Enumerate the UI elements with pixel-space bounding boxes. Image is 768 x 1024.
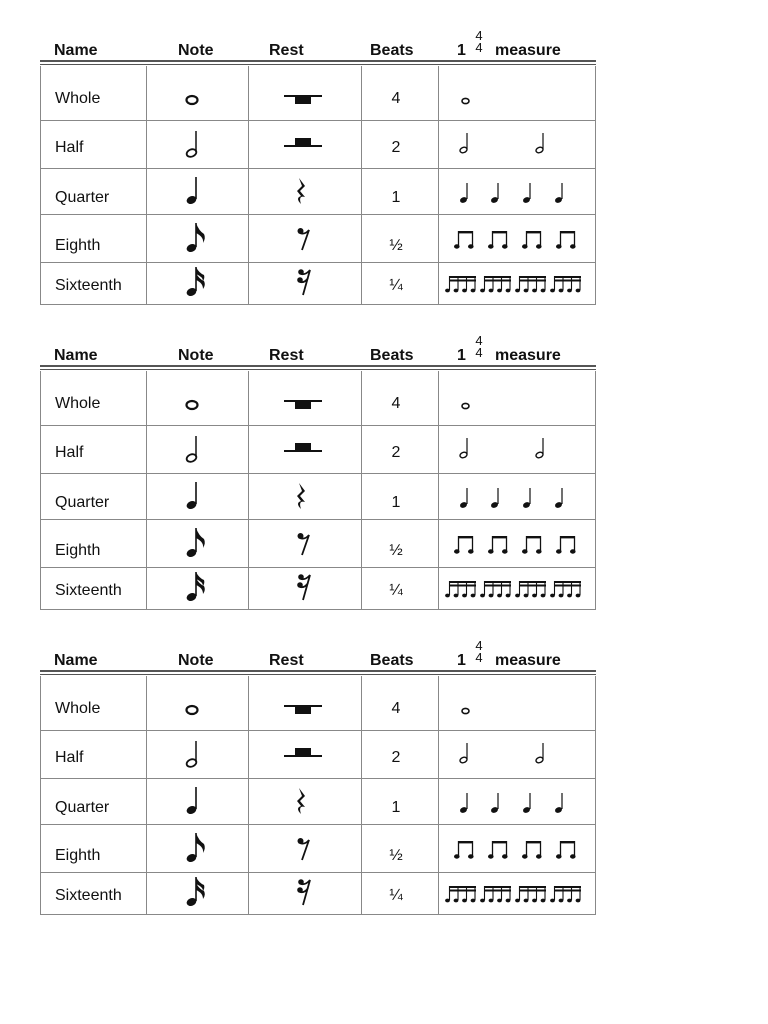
header-rest: Rest xyxy=(269,652,304,669)
header-beats: Beats xyxy=(370,652,414,669)
quarter-note-icon xyxy=(522,791,534,815)
row-beats: 1 xyxy=(391,799,401,816)
row-whole xyxy=(41,676,595,730)
header-divider xyxy=(40,60,596,62)
half-note-icon xyxy=(185,434,201,464)
time-sig-bottom: 4 xyxy=(475,40,483,55)
row-name: Half xyxy=(55,444,84,461)
header-note: Note xyxy=(178,42,214,59)
beamed-sixteenths-icon xyxy=(550,275,582,295)
quarter-note-icon xyxy=(185,480,201,512)
quarter-note-icon xyxy=(554,791,566,815)
beamed-eighths-icon xyxy=(488,229,510,251)
row-quarter xyxy=(41,778,595,825)
header-name: Name xyxy=(54,42,98,59)
row-name: Whole xyxy=(55,90,101,107)
header-name: Name xyxy=(54,652,98,669)
row-name: Eighth xyxy=(55,847,101,864)
whole-rest-icon xyxy=(284,704,324,716)
beamed-eighths-icon xyxy=(454,839,476,861)
row-beats: 1 xyxy=(391,189,401,206)
row-eighth xyxy=(41,824,595,873)
header-name: Name xyxy=(54,347,98,364)
row-beats: 4 xyxy=(391,700,401,717)
row-name: Whole xyxy=(55,395,101,412)
header-measure-count: 1 xyxy=(457,652,466,669)
time-signature xyxy=(473,335,485,359)
row-beats: 2 xyxy=(391,749,401,766)
beamed-eighths-icon xyxy=(522,534,544,556)
row-sixteenth xyxy=(41,567,595,610)
header-divider xyxy=(40,365,596,367)
quarter-note-icon xyxy=(554,181,566,205)
eighth-note-icon xyxy=(185,526,207,560)
whole-rest-icon xyxy=(284,399,324,411)
beamed-eighths-icon xyxy=(488,534,510,556)
time-sig-top: 4 xyxy=(475,638,483,653)
row-beats: ½ xyxy=(389,847,403,864)
header-rest: Rest xyxy=(269,347,304,364)
beamed-sixteenths-icon xyxy=(445,885,477,905)
quarter-rest-icon xyxy=(295,482,309,512)
chart-grid xyxy=(40,371,596,610)
beamed-eighths-icon xyxy=(522,839,544,861)
quarter-note-icon xyxy=(554,486,566,510)
time-sig-bottom: 4 xyxy=(475,650,483,665)
sixteenth-note-icon xyxy=(185,265,207,299)
time-signature xyxy=(473,30,485,54)
beamed-sixteenths-icon xyxy=(515,885,547,905)
half-note-icon xyxy=(535,741,547,765)
half-note-icon xyxy=(459,741,471,765)
row-beats: ½ xyxy=(389,542,403,559)
row-beats: 4 xyxy=(391,395,401,412)
row-half xyxy=(41,120,595,169)
quarter-rest-icon xyxy=(295,177,309,207)
header-divider xyxy=(40,674,596,675)
row-whole xyxy=(41,66,595,120)
beamed-sixteenths-icon xyxy=(515,275,547,295)
row-beats: ¼ xyxy=(389,582,403,599)
row-whole xyxy=(41,371,595,425)
sixteenth-note-icon xyxy=(185,570,207,604)
row-name: Eighth xyxy=(55,542,101,559)
chart-grid xyxy=(40,676,596,915)
row-name: Quarter xyxy=(55,189,110,206)
half-note-icon xyxy=(459,436,471,460)
beamed-sixteenths-icon xyxy=(445,580,477,600)
eighth-rest-icon xyxy=(297,227,311,251)
sixteenth-rest-icon xyxy=(297,572,313,602)
row-name: Half xyxy=(55,749,84,766)
row-name: Eighth xyxy=(55,237,101,254)
sixteenth-note-icon xyxy=(185,875,207,909)
beamed-eighths-icon xyxy=(556,839,578,861)
header-beats: Beats xyxy=(370,42,414,59)
row-quarter xyxy=(41,473,595,520)
whole-note-icon xyxy=(185,399,201,411)
quarter-note-icon xyxy=(490,791,502,815)
beamed-eighths-icon xyxy=(488,839,510,861)
header-beats: Beats xyxy=(370,347,414,364)
note-chart-3 xyxy=(40,638,596,936)
eighth-note-icon xyxy=(185,221,207,255)
half-rest-icon xyxy=(284,745,324,761)
row-name: Sixteenth xyxy=(55,277,122,294)
header-divider xyxy=(40,670,596,672)
row-name: Sixteenth xyxy=(55,887,122,904)
quarter-rest-icon xyxy=(295,787,309,817)
beamed-sixteenths-icon xyxy=(445,275,477,295)
whole-note-icon xyxy=(461,401,471,411)
quarter-note-icon xyxy=(185,785,201,817)
beamed-sixteenths-icon xyxy=(550,580,582,600)
header-note: Note xyxy=(178,652,214,669)
row-sixteenth xyxy=(41,872,595,915)
row-sixteenth xyxy=(41,262,595,305)
half-note-icon xyxy=(459,131,471,155)
eighth-rest-icon xyxy=(297,532,311,556)
beamed-sixteenths-icon xyxy=(480,275,512,295)
header-measure: measure xyxy=(495,347,561,364)
beamed-eighths-icon xyxy=(522,229,544,251)
row-beats: 2 xyxy=(391,444,401,461)
time-sig-top: 4 xyxy=(475,333,483,348)
eighth-rest-icon xyxy=(297,837,311,861)
beamed-eighths-icon xyxy=(454,534,476,556)
note-chart-1 xyxy=(40,28,596,326)
quarter-note-icon xyxy=(459,181,471,205)
whole-note-icon xyxy=(185,704,201,716)
row-beats: ¼ xyxy=(389,887,403,904)
whole-rest-icon xyxy=(284,94,324,106)
header-note: Note xyxy=(178,347,214,364)
sixteenth-rest-icon xyxy=(297,267,313,297)
beamed-sixteenths-icon xyxy=(480,580,512,600)
quarter-note-icon xyxy=(185,175,201,207)
row-beats: ¼ xyxy=(389,277,403,294)
whole-note-icon xyxy=(185,94,201,106)
half-note-icon xyxy=(185,129,201,159)
beamed-sixteenths-icon xyxy=(550,885,582,905)
time-sig-top: 4 xyxy=(475,28,483,43)
whole-note-icon xyxy=(461,96,471,106)
beamed-sixteenths-icon xyxy=(515,580,547,600)
header-measure-count: 1 xyxy=(457,42,466,59)
header-measure-count: 1 xyxy=(457,347,466,364)
beamed-sixteenths-icon xyxy=(480,885,512,905)
quarter-note-icon xyxy=(459,486,471,510)
row-beats: 2 xyxy=(391,139,401,156)
row-beats: ½ xyxy=(389,237,403,254)
half-rest-icon xyxy=(284,440,324,456)
note-chart-2 xyxy=(40,333,596,631)
row-beats: 4 xyxy=(391,90,401,107)
time-sig-bottom: 4 xyxy=(475,345,483,360)
quarter-note-icon xyxy=(522,181,534,205)
quarter-note-icon xyxy=(522,486,534,510)
header-rest: Rest xyxy=(269,42,304,59)
quarter-note-icon xyxy=(459,791,471,815)
quarter-note-icon xyxy=(490,181,502,205)
beamed-eighths-icon xyxy=(556,229,578,251)
row-eighth xyxy=(41,519,595,568)
row-name: Quarter xyxy=(55,799,110,816)
quarter-note-icon xyxy=(490,486,502,510)
row-name: Half xyxy=(55,139,84,156)
beamed-eighths-icon xyxy=(556,534,578,556)
half-note-icon xyxy=(185,739,201,769)
header-divider xyxy=(40,369,596,370)
half-rest-icon xyxy=(284,135,324,151)
beamed-eighths-icon xyxy=(454,229,476,251)
row-name: Whole xyxy=(55,700,101,717)
time-signature xyxy=(473,640,485,664)
row-name: Sixteenth xyxy=(55,582,122,599)
chart-grid xyxy=(40,66,596,305)
row-quarter xyxy=(41,168,595,215)
whole-note-icon xyxy=(461,706,471,716)
eighth-note-icon xyxy=(185,831,207,865)
row-eighth xyxy=(41,214,595,263)
half-note-icon xyxy=(535,131,547,155)
sixteenth-rest-icon xyxy=(297,877,313,907)
row-half xyxy=(41,425,595,474)
header-measure: measure xyxy=(495,42,561,59)
row-half xyxy=(41,730,595,779)
header-divider xyxy=(40,64,596,65)
row-name: Quarter xyxy=(55,494,110,511)
row-beats: 1 xyxy=(391,494,401,511)
half-note-icon xyxy=(535,436,547,460)
header-measure: measure xyxy=(495,652,561,669)
